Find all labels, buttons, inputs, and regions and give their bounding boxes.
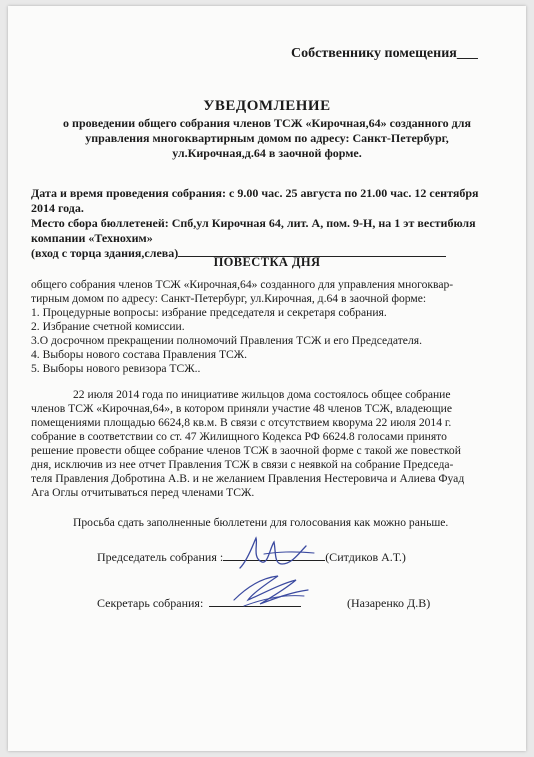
agenda-item: 4. Выборы нового состава Правления ТСЖ. bbox=[31, 348, 248, 361]
agenda-intro-line: общего собрания членов ТСЖ «Кирочная,64» созданного для управления многоквар- bbox=[31, 278, 454, 291]
meeting-info bbox=[31, 186, 511, 261]
info-line: Дата и время проведения собрания: с 9.00 час. 25 августа по 21.00 час. 12 сентября bbox=[31, 186, 479, 200]
subtitle-line: ул.Кирочная,д.64 в заочной форме. bbox=[172, 146, 362, 160]
secretary-signature bbox=[226, 570, 316, 610]
subtitle-line: управления многоквартирным домом по адресу: Санкт-Петербург, bbox=[85, 131, 449, 145]
chairman-label: Председатель собрания : bbox=[97, 550, 224, 564]
paragraph-line: собрание в соответствии со ст. 47 Жилищного Кодекса РФ 6624.8 голосами принято bbox=[31, 430, 447, 443]
document-body bbox=[31, 278, 511, 530]
agenda-item: 2. Избрание счетной комиссии. bbox=[31, 320, 185, 333]
paragraph-line: теля Правления Добротина А.В. и не желанием Правления Нестеровича и Алиева Фуад bbox=[31, 472, 465, 485]
info-line: компании «Технохим» bbox=[31, 231, 153, 245]
subtitle-line: о проведении общего собрания членов ТСЖ «Кирочная,64» созданного для bbox=[63, 116, 471, 130]
document-title: УВЕДОМЛЕНИЕ bbox=[203, 98, 331, 114]
paragraph-line: Ага Оглы отчитываться перед членами ТСЖ. bbox=[31, 486, 255, 499]
info-line: Место сбора бюллетеней: Спб,ул Кирочная 64, лит. А, пом. 9-Н, на 1 эт вестибюля bbox=[31, 216, 476, 230]
paragraph-line: дня, исключив из нее отчет Правления ТСЖ в связи с неявкой на собрание Председа- bbox=[31, 458, 454, 471]
chairman-signature bbox=[234, 534, 326, 574]
agenda-item: 3.О досрочном прекращении полномочий Правления ТСЖ и его Председателя. bbox=[31, 334, 422, 347]
paragraph-line: помещениями площадью 6624,8 кв.м. В связи с отсутствием кворума 22 июля 2014 г. bbox=[31, 416, 452, 429]
spacer bbox=[31, 500, 511, 516]
document-page bbox=[8, 6, 526, 751]
chairman-name: (Ситдиков А.Т.) bbox=[325, 550, 406, 564]
secretary-label: Секретарь собрания: bbox=[97, 596, 204, 610]
info-line: 2014 года. bbox=[31, 201, 84, 215]
entrance-text: (вход с торца здания,слева) bbox=[31, 246, 179, 260]
agenda-item: 5. Выборы нового ревизора ТСЖ.. bbox=[31, 362, 201, 375]
spacer bbox=[31, 376, 511, 388]
paragraph-line: решение провести общее собрание членов ТСЖ в заочной форме с такой же повесткой bbox=[31, 444, 461, 457]
paragraph-line: членов ТСЖ «Кирочная,64», в котором приняли участие 48 членов ТСЖ, владеющие bbox=[31, 402, 452, 415]
paragraph-line: 22 июля 2014 года по инициативе жильцов дома состоялось общее собрание bbox=[73, 388, 451, 401]
secretary-name: (Назаренко Д.В) bbox=[347, 596, 431, 610]
agenda-intro-line: тирным домом по адресу: Санкт-Петербург, ул.Кирочная, д.64 в заочной форме: bbox=[31, 292, 427, 305]
document-subtitle bbox=[38, 116, 496, 161]
agenda-title: ПОВЕСТКА ДНЯ bbox=[213, 255, 321, 269]
agenda-item: 1. Процедурные вопросы: избрание председателя и секретаря собрания. bbox=[31, 306, 387, 319]
addressee: Собственнику помещения___ bbox=[291, 46, 478, 61]
request-text: Просьба сдать заполненные бюллетени для голосования как можно раньше. bbox=[73, 516, 449, 529]
